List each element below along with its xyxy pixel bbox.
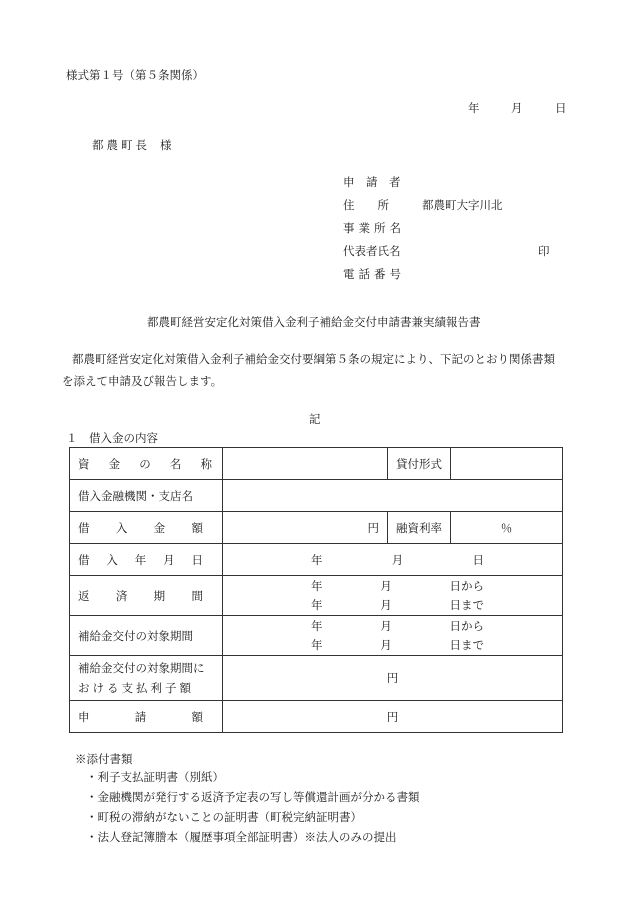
loan-type-label: 貸付形式 [388, 448, 451, 480]
section-heading: １ 借入金の内容 [66, 431, 158, 445]
row-fund-name [70, 448, 563, 480]
loan-amount-label: 借入金額 [70, 512, 223, 544]
representative-label: 代表者氏名 [343, 244, 401, 258]
attachment-item: ・法人登記簿謄本（履歴事項全部証明書）※法人のみの提出 [86, 830, 397, 844]
date-year-label: 年 [468, 101, 480, 115]
application-amount-label: 申請額 [70, 701, 223, 733]
row-loan-date [70, 544, 563, 576]
body-text-line1: 都農町経営安定化対策借入金利子補給金交付要綱第５条の規定により、下記のとおり関係書類 [72, 352, 555, 366]
form-number: 様式第１号（第５条関係） [66, 68, 204, 82]
row-application-amount [70, 701, 563, 733]
institution-label: 借入金融機関・支店名 [70, 480, 223, 512]
paid-interest-label: 補給金交付の対象期間に おける支払利子額 [70, 656, 223, 701]
addressee-name: 都農町長 [92, 138, 150, 152]
loan-type-field[interactable] [451, 448, 563, 480]
office-name-label: 事業所名 [343, 221, 405, 235]
interest-rate-unit: ％ [500, 520, 513, 535]
repayment-period-field[interactable]: 年 月 日から 年 月 日まで [223, 576, 563, 616]
row-subsidy-period [70, 616, 563, 656]
loan-amount-field[interactable] [223, 512, 388, 544]
row-repayment-period [70, 576, 563, 616]
row-institution [70, 480, 563, 512]
addressee-honorific: 様 [160, 138, 172, 152]
attachment-item: ・金融機関が発行する返済予定表の写し等償還計画が分かる書類 [86, 790, 420, 804]
applicant-label: 申 請 者 [343, 175, 401, 189]
ki-heading: 記 [309, 412, 321, 426]
interest-rate-field[interactable] [451, 512, 563, 544]
fund-name-field[interactable] [223, 448, 388, 480]
loan-details-table [69, 447, 563, 733]
application-amount-field[interactable]: 円 [223, 701, 563, 733]
loan-date-field[interactable]: 年 月 日 [223, 544, 563, 576]
institution-field[interactable] [223, 480, 563, 512]
document-title: 都農町経営安定化対策借入金利子補給金交付申請書兼実績報告書 [147, 315, 481, 329]
paid-interest-field[interactable]: 円 [223, 656, 563, 701]
seal-mark: 印 [538, 244, 550, 258]
subsidy-period-label: 補給金交付の対象期間 [70, 616, 223, 656]
attachment-item: ・町税の滞納がないことの証明書（町税完納証明書） [86, 810, 362, 824]
phone-label: 電話番号 [343, 267, 405, 281]
date-month-label: 月 [511, 101, 523, 115]
attachment-item: ・利子支払証明書（別紙） [86, 770, 224, 784]
attachments-heading: ※添付書類 [75, 752, 133, 766]
loan-date-label: 借入年月日 [70, 544, 223, 576]
row-loan-amount [70, 512, 563, 544]
address-label: 住 所 [343, 198, 389, 212]
interest-rate-label: 融資利率 [388, 512, 451, 544]
date-day-label: 日 [555, 101, 567, 115]
loan-amount-unit: 円 [367, 520, 379, 535]
row-paid-interest [70, 656, 563, 701]
fund-name-label: 資金の名称 [70, 448, 223, 480]
repayment-period-label: 返済期間 [70, 576, 223, 616]
address-value: 都農町大字川北 [422, 198, 503, 212]
body-text-line2: を添えて申請及び報告します。 [62, 374, 223, 388]
subsidy-period-field[interactable]: 年 月 日から 年 月 日まで [223, 616, 563, 656]
